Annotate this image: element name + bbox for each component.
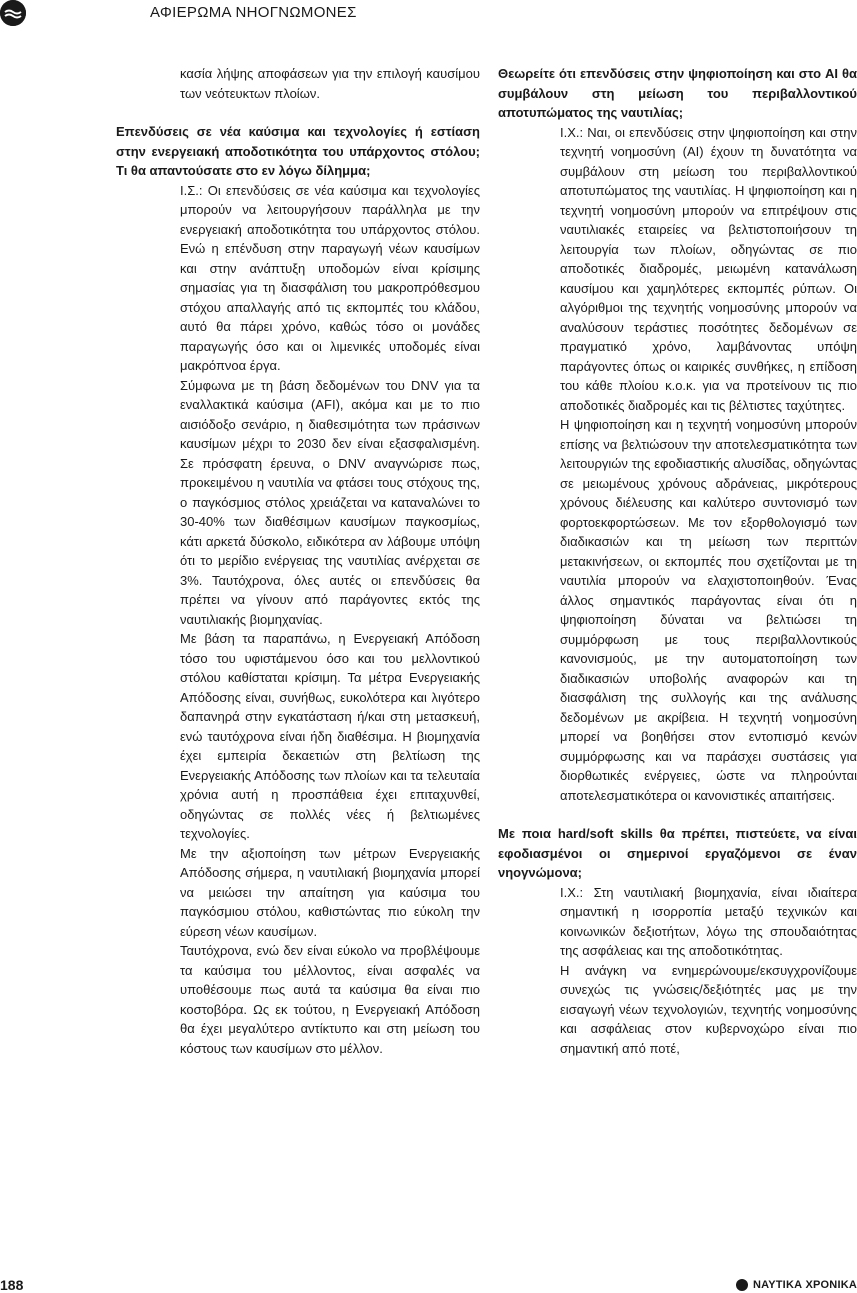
right-column — [498, 64, 857, 1058]
left-column — [116, 64, 480, 1058]
question-energy-efficiency: Επενδύσεις σε νέα καύσιμα και τεχνολογίες ή εστίαση στην ενεργειακή αποδοτικότητα του υπάρχοντος στόλου; Τι θα απαντούσατε στο εν λόγω δίλημμα; — [116, 124, 480, 178]
answer-paragraph: Ταυτόχρονα, ενώ δεν είναι εύκολο να προβλέψουμε τα καύσιμα του μέλλοντος, είναι ασφαλές να υποθέσουμε πως αυτά τα καύσιμα θα είναι πιο κοστοβόρα. Ως εκ τούτου, η Ενεργειακή Απόδοση θα έχει μεγαλύτερο αντίκτυπο και στη μείωση του κόστους των καυσίμων στο μέλλον. — [180, 943, 480, 1056]
brand-name: ΝΑΥΤΙΚΑ ΧΡΟΝΙΚΑ — [752, 1279, 857, 1291]
answer-paragraph: Η ανάγκη να ενημερώνουμε/εκσυγχρονίζουμε συνεχώς τις γνώσεις/δεξιότητές μας με την εισαγωγή νέων τεχνολογιών, τεχνητής νοημοσύνης και ασφάλειας στον κυβερνοχώρο είναι πιο σημαντική από ποτέ, — [560, 962, 857, 1056]
answer-paragraph: Η ψηφιοποίηση και η τεχνητή νοημοσύνη μπορούν επίσης να βελτιώσουν την αποτελεσματικότητα των λειτουργιών της εφοδιαστικής αλυσίδας, οδηγώντας σε μειωμένους χρόνους αδράνειας, μικρότερους χρόνους διέλευσης και καλύτερο συντονισμό των φορτοεκφορτώσεων. Με τον εξορθολογισμό των διαδικασιών και τη μείωση των περιττών μετακινήσεων, οι εκπομπές που σχετίζονται με τη ναυτιλία μπορούν να ελαχιστοποιηθούν. Ένας άλλος σημαντικός παράγοντας είναι ότι η ψηφιοποίηση δύναται να βελτιώσει τη συμμόρφωση με τους περιβαλλοντικούς κανονισμούς, με την αυτοματοποίηση των διαδικασιών υποβολής αναφορών και τη διασφάλιση της συλλογής και της ανάλυσης δεδομένων με ακρίβεια. Η τεχνητή νοημοσύνη μπορεί να βοηθήσει στον εντοπισμό κενών συμμόρφωσης και να παράσχει συστάσεις για διορθωτικές ενέργειες, ώστε να πληρούνται αποτελεσματικότερα οι κανονιστικές απαιτήσεις. — [560, 417, 857, 803]
answer-paragraph: Σύμφωνα με τη βάση δεδομένων του DNV για τα εναλλακτικά καύσιμα (AFI), ακόμα και με το πιο αισιόδοξο σενάριο, η διαθεσιμότητα των πράσινων καυσίμων μέχρι το 2030 δεν είναι εξασφαλισμένη. Σε πρόσφατη έρευνα, ο DNV αναγνώρισε πως, προκειμένου η ναυτιλία να φτάσει τους στόχους της, ο παγκόσμιος στόλος χρειάζεται να καταναλώνει το 30-40% των διαθέσιμων καυσίμων παγκοσμίως, κάτι αρκετά δύσκολο, ειδικότερα αν λάβουμε υπόψη ότι το μερίδιο ενέργειας της ναυτιλίας ανέρχεται σε 3%. Ταυτόχρονα, όλες αυτές οι επενδύσεις θα πρέπει να γίνουν από παράγοντες εκτός της ναυτιλιακής βιομηχανίας. — [180, 377, 480, 627]
page-header — [0, 0, 857, 30]
magazine-brand — [736, 1279, 857, 1291]
section-title: ΑΦΙΕΡΩΜΑ ΝΗΟΓΝΩΜΟΝΕΣ — [150, 4, 357, 21]
brand-logo-icon — [736, 1279, 748, 1291]
question-digitalization-ai: Θεωρείτε ότι επενδύσεις στην ψηφιοποίηση και στο AI θα συμβάλουν στη μείωση του περιβαλλοντικού αποτυπώματος της ναυτιλίας; — [498, 66, 857, 120]
answer-paragraph: Ι.Σ.: Οι επενδύσεις σε νέα καύσιμα και τεχνολογίες μπορούν να λειτουργήσουν παράλληλα με την ενεργειακή αποδοτικότητα του υπάρχοντος στόλου. Ενώ η επένδυση στην παραγωγή νέων καυσίμων και στην ανάπτυξη υποδομών είναι κρίσιμης σημασίας για τη διασφάλιση του μακροπρόθεσμου στόχου απαλλαγής από τις εκπομπές του κλάδου, αυτό θα πάρει χρόνο, καθώς τόσο οι μονάδες παραγωγής όσο και οι λιμενικές υποδομές είναι μακρόπνοα έργα. — [180, 182, 480, 373]
question-skills: Με ποια hard/soft skills θα πρέπει, πιστεύετε, να είναι εφοδιασμένοι οι σημερινοί εργαζόμενοι σε έναν νηογνώμονα; — [498, 826, 857, 880]
answer-paragraph: Ι.Χ.: Στη ναυτιλιακή βιομηχανία, είναι ιδιαίτερα σημαντική η ισορροπία μεταξύ τεχνικών και κοινωνικών δεξιοτήτων, λόγω της σπουδαιότητας της ασφάλειας και της αποδοτικότητας. — [560, 884, 857, 958]
answer-paragraph: Ι.Χ.: Ναι, οι επενδύσεις στην ψηφιοποίηση και στην τεχνητή νοημοσύνη (AI) έχουν τη δυνατότητα να συμβάλουν στη μείωση του περιβαλλοντικού αποτυπώματος της ναυτιλίας. Η ψηφιοποίηση και η τεχνητή νοημοσύνη μπορούν να επιτρέψουν στις ναυτιλιακές εταιρείες να βελτιστοποιήσουν τη λειτουργία των πλοίων, οδηγώντας σε πιο αποδοτικές διαδρομές, μειωμένη κατανάλωση καυσίμου και χαμηλότερες εκπομπές ρύπων. Οι αλγόριθμοι της τεχνητής νοημοσύνης μπορούν να αναλύσουν τεράστιες ποσότητες δεδομένων σε πραγματικό χρόνο, λαμβάνοντας υπόψη παράγοντες όπως οι καιρικές συνθήκες, η επίδοση του κάθε πλοίου κ.ο.κ. για να προτείνουν τις πιο αποδοτικές διαδρομές και τις βέλτιστες ταχύτητες. — [560, 124, 857, 413]
continued-paragraph: κασία λήψης αποφάσεων για την επιλογή καυσίμου των νεότευκτων πλοίων. — [180, 66, 480, 101]
answer-paragraph: Με βάση τα παραπάνω, η Ενεργειακή Απόδοση τόσο του υφιστάμενου όσο και του μελλοντικού στόλου καθίσταται κρίσιμη. Τα μέτρα Ενεργειακής Απόδοσης είναι, συνήθως, ευκολότερα και λιγότερο δαπανηρά στην εγκατάσταση ή/και στη μετασκευή, ενώ ταυτόχρονα είναι ήδη διαθέσιμα. Η βιομηχανία έχει εμπειρία δεκαετιών στη βελτίωση της Ενεργειακής Απόδοσης των πλοίων και τα τελευταία χρόνια αυτή η προσπάθεια έχει επιταχυνθεί, οδηγώντας σε πολλές νέες ή βελτιωμένες τεχνολογίες. — [180, 631, 480, 841]
page-number: 188 — [0, 1277, 24, 1293]
magazine-logo-icon — [0, 0, 26, 26]
answer-paragraph: Με την αξιοποίηση των μέτρων Ενεργειακής Απόδοσης σήμερα, η ναυτιλιακή βιομηχανία μπορεί να μειώσει την απαίτηση για καύσιμα του παγκόσμιου στόλου, καθιστώντας πιο εύκολη την εύρεση νέων καυσίμων. — [180, 845, 480, 939]
